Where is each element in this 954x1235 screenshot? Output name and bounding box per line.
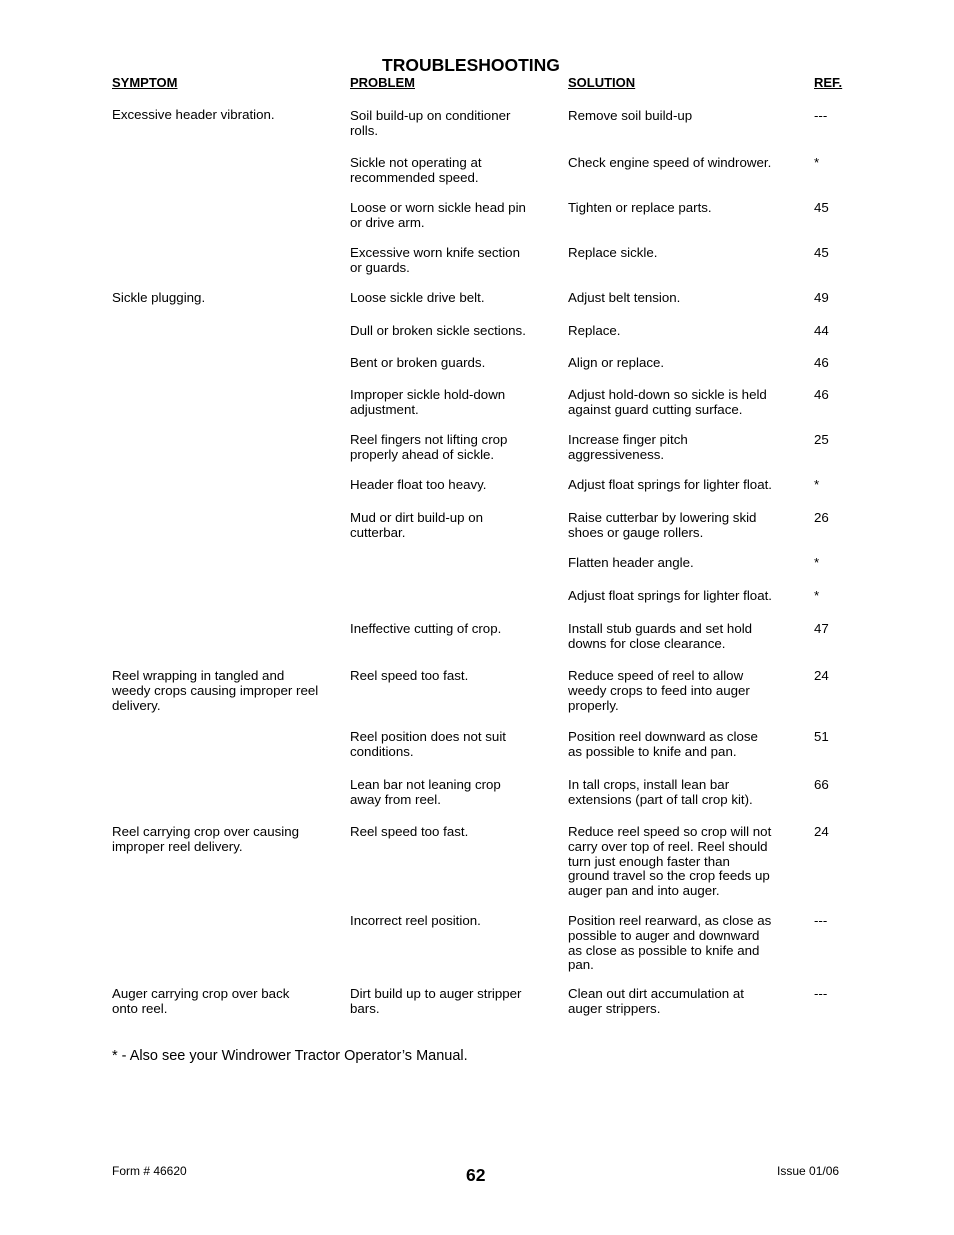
solution-cell: Adjust hold-down so sickle is held against guard cutting surface. [568, 387, 767, 417]
page-title: TROUBLESHOOTING [382, 55, 560, 75]
problem-cell: Bent or broken guards. [350, 355, 486, 370]
problem-cell: Improper sickle hold-down adjustment. [350, 387, 506, 417]
ref-cell: 51 [814, 729, 829, 744]
solution-cell: Clean out dirt accumulation at auger strippers. [568, 986, 744, 1016]
solution-cell: Align or replace. [568, 355, 665, 370]
solution-cell: Remove soil build-up [568, 108, 693, 123]
footer-form-number: Form # 46620 [112, 1164, 187, 1178]
ref-cell: 49 [814, 290, 829, 305]
problem-cell: Sickle not operating at recommended speed. [350, 155, 482, 185]
problem-cell: Reel position does not suit conditions. [350, 729, 506, 759]
problem-cell: Soil build-up on conditioner rolls. [350, 108, 511, 138]
ref-cell: --- [814, 986, 828, 1001]
problem-cell: Reel speed too fast. [350, 668, 469, 683]
problem-cell: Ineffective cutting of crop. [350, 621, 502, 636]
ref-cell: 24 [814, 668, 829, 683]
problem-cell: Incorrect reel position. [350, 913, 481, 928]
solution-cell: Flatten header angle. [568, 555, 694, 570]
ref-cell: 25 [814, 432, 829, 447]
solution-cell: Reduce reel speed so crop will not carry over top of reel. Reel should turn just enough faster than ground travel so the crop feeds up auger pan and into auger. [568, 824, 772, 899]
problem-cell: Dirt build up to auger stripper bars. [350, 986, 522, 1016]
solution-cell: Raise cutterbar by lowering skid shoes or gauge rollers. [568, 510, 757, 540]
solution-cell: Position reel rearward, as close as possible to auger and downward as close as possible to knife and pan. [568, 913, 772, 973]
problem-cell: Loose sickle drive belt. [350, 290, 485, 305]
ref-cell: 66 [814, 777, 829, 792]
problem-cell: Excessive worn knife section or guards. [350, 245, 520, 275]
solution-cell: In tall crops, install lean bar extensions (part of tall crop kit). [568, 777, 753, 807]
ref-cell: * [814, 588, 820, 603]
ref-cell: 46 [814, 387, 829, 402]
solution-cell: Reduce speed of reel to allow weedy crops to feed into auger properly. [568, 668, 750, 713]
ref-cell: 26 [814, 510, 829, 525]
solution-cell: Adjust belt tension. [568, 290, 681, 305]
symptom-cell: Reel carrying crop over causing improper reel delivery. [112, 824, 299, 854]
solution-cell: Tighten or replace parts. [568, 200, 712, 215]
symptom-cell: Sickle plugging. [112, 290, 206, 305]
solution-cell: Increase finger pitch aggressiveness. [568, 432, 688, 462]
ref-cell: 45 [814, 200, 829, 215]
column-header-ref: REF. [814, 75, 843, 90]
ref-cell: 47 [814, 621, 829, 636]
column-header-symptom: SYMPTOM [112, 75, 178, 90]
problem-cell: Dull or broken sickle sections. [350, 323, 526, 338]
solution-cell: Adjust float springs for lighter float. [568, 588, 772, 603]
solution-cell: Install stub guards and set hold downs for close clearance. [568, 621, 753, 651]
ref-cell: --- [814, 108, 828, 123]
solution-cell: Adjust float springs for lighter float. [568, 477, 772, 492]
problem-cell: Reel fingers not lifting crop properly ahead of sickle. [350, 432, 508, 462]
footer-page-number: 62 [466, 1165, 486, 1185]
ref-cell: 24 [814, 824, 829, 839]
symptom-cell: Reel wrapping in tangled and weedy crops causing improper reel delivery. [112, 668, 319, 713]
ref-cell: * [814, 155, 820, 170]
solution-cell: Replace. [568, 323, 621, 338]
ref-cell: 45 [814, 245, 829, 260]
symptom-cell: Auger carrying crop over back onto reel. [112, 986, 290, 1016]
footer-issue: Issue 01/06 [777, 1164, 840, 1178]
ref-cell: 46 [814, 355, 829, 370]
ref-cell: --- [814, 913, 828, 928]
solution-cell: Position reel downward as close as possible to knife and pan. [568, 729, 758, 759]
footnote: * - Also see your Windrower Tractor Operator’s Manual. [112, 1048, 468, 1064]
problem-cell: Loose or worn sickle head pin or drive arm. [350, 200, 526, 230]
problem-cell: Lean bar not leaning crop away from reel. [350, 777, 501, 807]
solution-cell: Replace sickle. [568, 245, 658, 260]
symptom-cell: Excessive header vibration. [112, 107, 275, 122]
ref-cell: * [814, 477, 820, 492]
problem-cell: Reel speed too fast. [350, 824, 469, 839]
solution-cell: Check engine speed of windrower. [568, 155, 772, 170]
problem-cell: Mud or dirt build-up on cutterbar. [350, 510, 484, 540]
problem-cell: Header float too heavy. [350, 477, 487, 492]
ref-cell: * [814, 555, 820, 570]
column-header-solution: SOLUTION [568, 75, 636, 90]
ref-cell: 44 [814, 323, 829, 338]
column-header-problem: PROBLEM [350, 75, 415, 90]
